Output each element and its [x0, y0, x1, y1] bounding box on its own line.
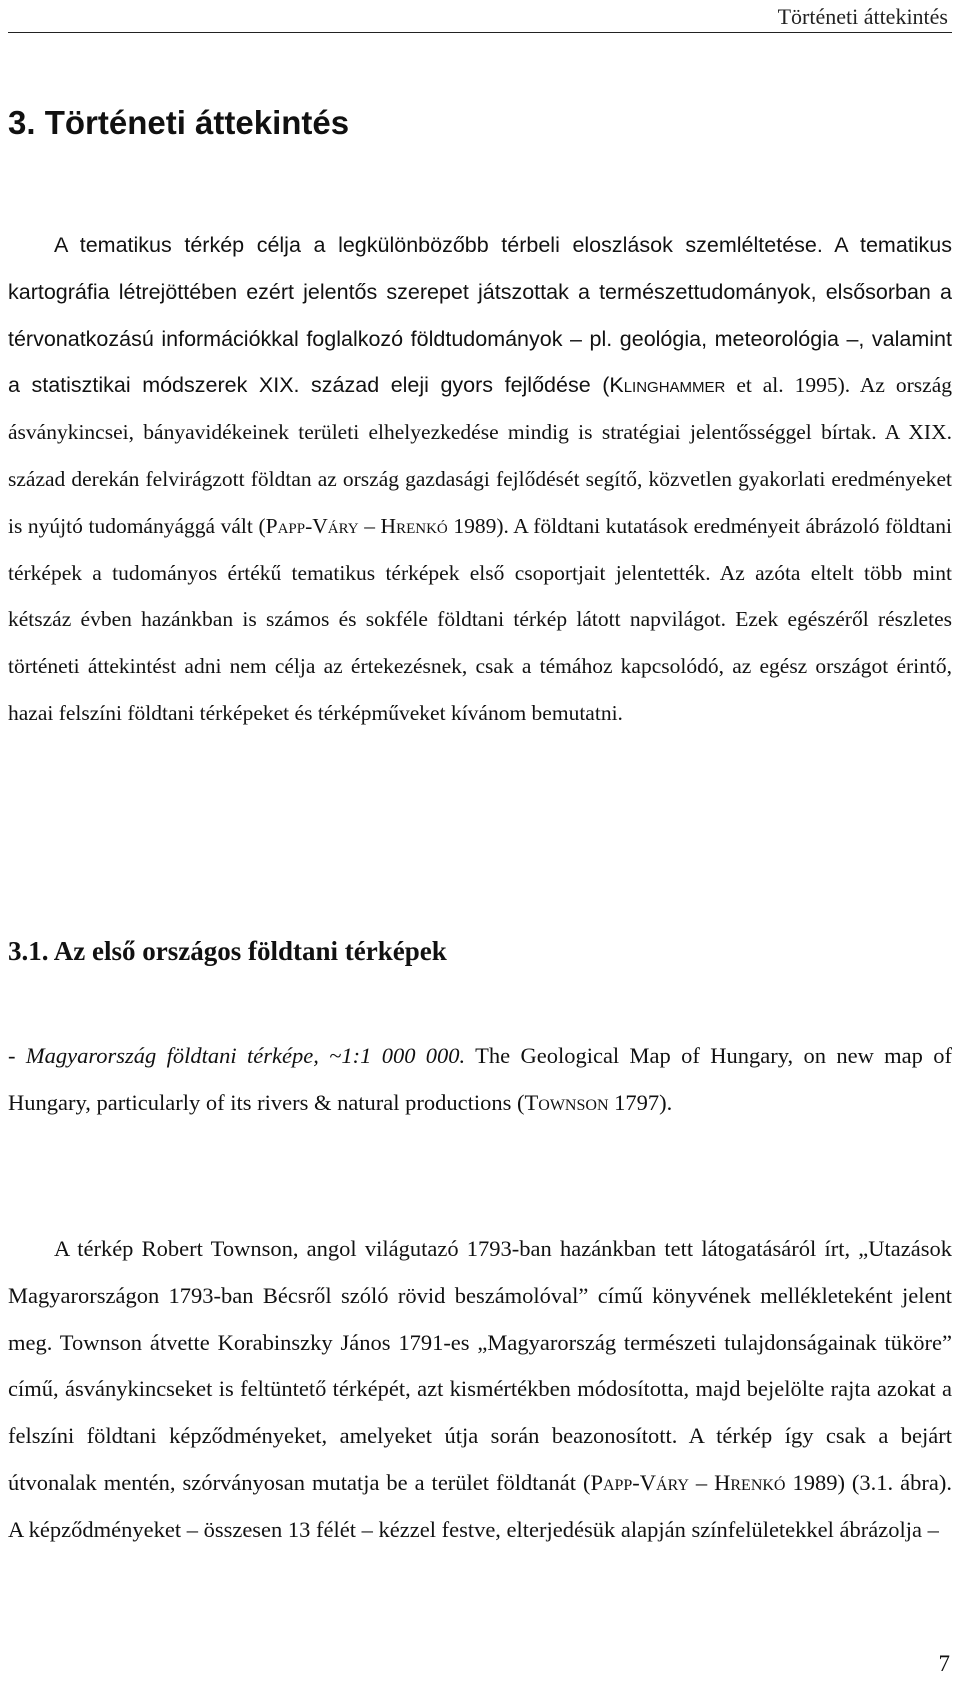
running-header: Történeti áttekintés: [777, 4, 948, 29]
intro-text-2: et al. 1995). Az ország ásványkincsei, bányavidékeinek területi elhelyezkedése mindig is stratégiai jelentősséggel bírtak. A XIX. század derekán felvirágzott földtan az ország gazdasági fejlődését segítő, közvetlen gyakorlati eredményeket is nyújtó tudományággá vált (: [8, 373, 952, 538]
townson-text-1: A térkép Robert Townson, angol világutazó 1793-ban hazánkban tett látogatásáról írt, „Utazások Magyarországon 1793-ban Bécsről szóló rövid beszámolóval” című könyvének mellékleteként jelent meg. Townson átvette Korabinszky János 1791-es „Magyarország természeti tulajdonságainak tüköre” című, ásványkincseket is feltüntető térképét, azt kismértékben módosította, majd bejelölte rajta azokat a felszíni földtani képződményeket, amelyeket útja során beazonosított. A térkép így csak a bejárt útvonalak mentén, szórványosan mutatja be a terület földtanát (: [8, 1236, 952, 1495]
chapter-title: 3. Történeti áttekintés: [8, 104, 350, 141]
townson-text-2: 1989) (3.1. ábra). A képződményeket – összesen 13 félét – kézzel festve, elterjedésük alapján színfelületekkel ábrázolja –: [8, 1469, 952, 1542]
english-map-title: The Geological Map of Hungary, on new map of Hungary, particularly of its rivers & natural productions (: [8, 1043, 953, 1115]
citation-papp-vary-2: Papp-Váry – Hrenkó: [590, 1469, 786, 1495]
intro-paragraph: [8, 222, 952, 737]
citation-klinghammer: Klinghammer: [609, 373, 726, 398]
intro-text-3: 1989). A földtani kutatások eredményeit ábrázoló földtani térképek a tudományos értékű tematikus térképek első csoportjait jelentették. Az azóta eltelt több mint kétszáz évben hazánkban is számos és sokféle földtani térkép látott napvilágot. Ezek egészéről részletes történeti áttekintést adni nem célja az értekezésnek, csak a témához kapcsolódó, az egész országot érintő, hazai felszíni földtani térképeket és térképműveket kívánom bemutatni.: [8, 513, 952, 725]
entry-year: 1797).: [608, 1089, 673, 1115]
intro-text-1: A tematikus térkép célja a legkülönbözőbb térbeli eloszlások szemléltetése. A tematikus kartográfia létrejöttében ezért jelentős szerepet játszottak a természettudományok, elsősorban a térvonatkozású információkkal foglalkozó földtudományok – pl. geológia, meteorológia –, valamint a statisztikai módszerek XIX. század eleji gyors fejlődése (: [8, 233, 952, 398]
map-entry-paragraph: [8, 1033, 952, 1127]
citation-townson: Townson: [524, 1089, 609, 1115]
citation-papp-vary-1: Papp-Váry – Hrenkó: [265, 513, 448, 538]
page-number: 7: [938, 1651, 950, 1676]
entry-dash: -: [8, 1043, 26, 1068]
page-header: [8, 0, 952, 33]
section-title: 3.1. Az első országos földtani térképek: [8, 936, 447, 966]
map-title: Magyarország földtani térképe, ~1:1 000 000.: [25, 1043, 466, 1068]
townson-paragraph: [8, 1226, 952, 1554]
